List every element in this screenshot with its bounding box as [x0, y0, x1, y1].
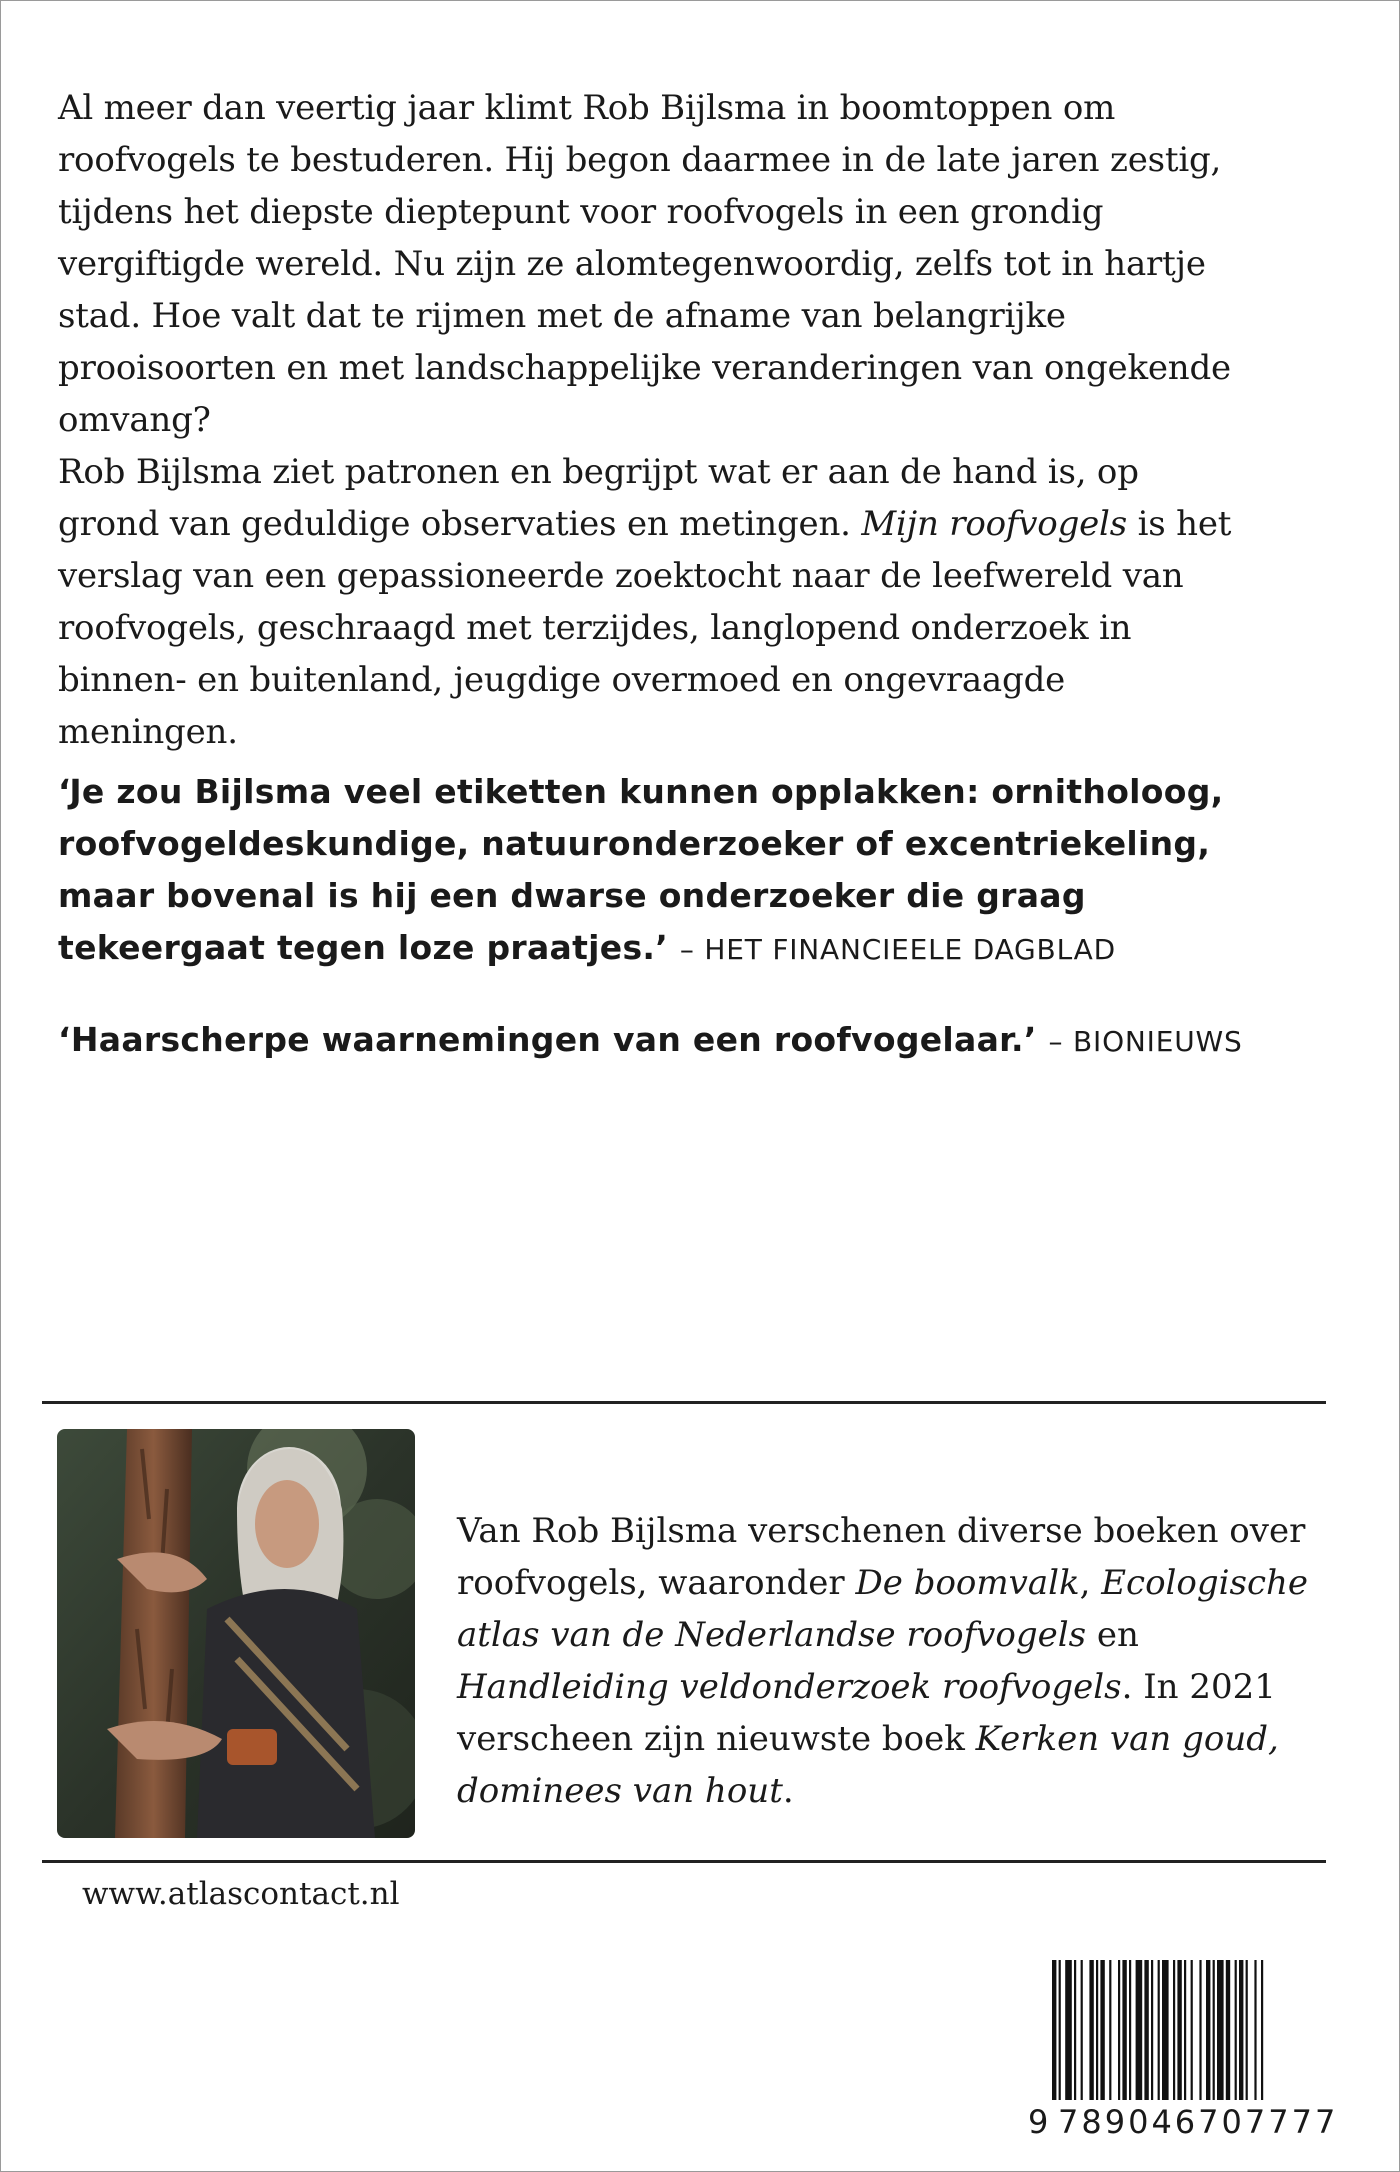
barcode-bar [1239, 1960, 1243, 2100]
isbn-barcode [1020, 1950, 1339, 2150]
bio-text: Van Rob Bijlsma verschenen diverse boeken over roofvogels, waaronder [457, 1511, 1306, 1603]
barcode-bar [1096, 1960, 1098, 2100]
barcode-bar [1089, 1960, 1093, 2100]
review-quote [58, 1014, 1298, 1068]
quote-text: ‘Je zou Bijlsma veel etiketten kunnen opplakken: ornitholoog, roofvogeldeskundige, natuuronderzoeker of excentriekeling, maar bovenal is hij een dwarse onderzoeker die graag tekeergaat tegen loze praatjes.’ [58, 772, 1224, 967]
divider-bottom [42, 1860, 1326, 1863]
isbn-number [1028, 2100, 1339, 2144]
book-title: Handleiding veldonderzoek roofvogels [457, 1667, 1122, 1707]
barcode-bar [1213, 1960, 1215, 2100]
quote-source: – HET FINANCIEELE DAGBLAD [679, 933, 1116, 966]
bio-text: en [1086, 1615, 1139, 1655]
barcode-bar [1074, 1960, 1076, 2100]
author-photo [57, 1429, 415, 1838]
barcode-bar [1122, 1960, 1126, 2100]
barcode-bar [1065, 1960, 1072, 2100]
barcode-bar [1173, 1960, 1175, 2100]
barcode-bar [1118, 1960, 1120, 2100]
barcode-bar [1162, 1960, 1169, 2100]
quote-source: – BIONIEUWS [1048, 1025, 1243, 1058]
barcode-bar [1206, 1960, 1210, 2100]
bio-text: . [782, 1771, 794, 1811]
barcode-bar [1158, 1960, 1160, 2100]
book-title: Mijn roofvogels [861, 504, 1127, 544]
author-bio [457, 1505, 1317, 1817]
bio-text: , [1079, 1563, 1102, 1603]
barcode-bar [1199, 1960, 1201, 2100]
barcode-bar [1191, 1960, 1193, 2100]
book-title: Ecologische atlas van de Nederlandse roofvogels [457, 1563, 1309, 1655]
barcode-bar [1246, 1960, 1248, 2100]
review-quote [58, 766, 1298, 976]
barcode-bar [1129, 1960, 1131, 2100]
blurb-text: is het verslag van een gepassioneerde zoektocht naar de leefwereld van roofvogels, geschraagd met terzijdes, langlopend onderzoek in binnen- en buitenland, jeugdige overmoed en ongevraagde meningen. [58, 504, 1232, 752]
barcode-bar [1254, 1960, 1256, 2100]
isbn-prefix-digit: 9 [1028, 2103, 1052, 2141]
barcode-bar [1100, 1960, 1104, 2100]
barcode-bar [1144, 1960, 1148, 2100]
barcode-bar [1136, 1960, 1143, 2100]
barcode-bar [1177, 1960, 1181, 2100]
book-title: De boomvalk [855, 1563, 1080, 1603]
book-blurb [58, 82, 1248, 758]
isbn-digits: 789046707777 [1058, 2103, 1339, 2141]
barcode-bar [1052, 1960, 1056, 2100]
barcode-bar [1217, 1960, 1224, 2100]
blurb-paragraph-2 [58, 446, 1248, 758]
barcode-bar [1151, 1960, 1153, 2100]
barcode-bar [1184, 1960, 1186, 2100]
blurb-paragraph-1: Al meer dan veertig jaar klimt Rob Bijlsma in boomtoppen om roofvogels te bestuderen. Hij begon daarmee in de late jaren zestig, tijdens het diepste dieptepunt voor roofvogels in een grondig vergiftigde wereld. Nu zijn ze alomtegenwoordig, zelfs tot in hartje stad. Hoe valt dat te rijmen met de afname van belangrijke prooisoorten en met landschappelijke veranderingen van ongekende omvang? [58, 88, 1231, 440]
barcode-bar [1235, 1960, 1237, 2100]
blurb-text: Rob Bijlsma ziet patronen en begrijpt wat er aan de hand is, op grond van geduldige observaties en metingen. [58, 452, 1139, 544]
book-title: Kerken van goud, dominees van hout [457, 1719, 1279, 1811]
barcode-bar [1226, 1960, 1230, 2100]
barcode-bar [1059, 1960, 1061, 2100]
barcode-bars [1052, 1960, 1328, 2100]
barcode-bar [1261, 1960, 1263, 2100]
quote-text: ‘Haarscherpe waarnemingen van een roofvogelaar.’ [58, 1020, 1037, 1059]
bio-text: . In 2021 verscheen zijn nieuwste boek [457, 1667, 1276, 1759]
review-quotes [58, 766, 1298, 1068]
barcode-bar [1081, 1960, 1083, 2100]
divider-top [42, 1401, 1326, 1404]
publisher-website: www.atlascontact.nl [82, 1876, 400, 1912]
barcode-bar [1109, 1960, 1111, 2100]
